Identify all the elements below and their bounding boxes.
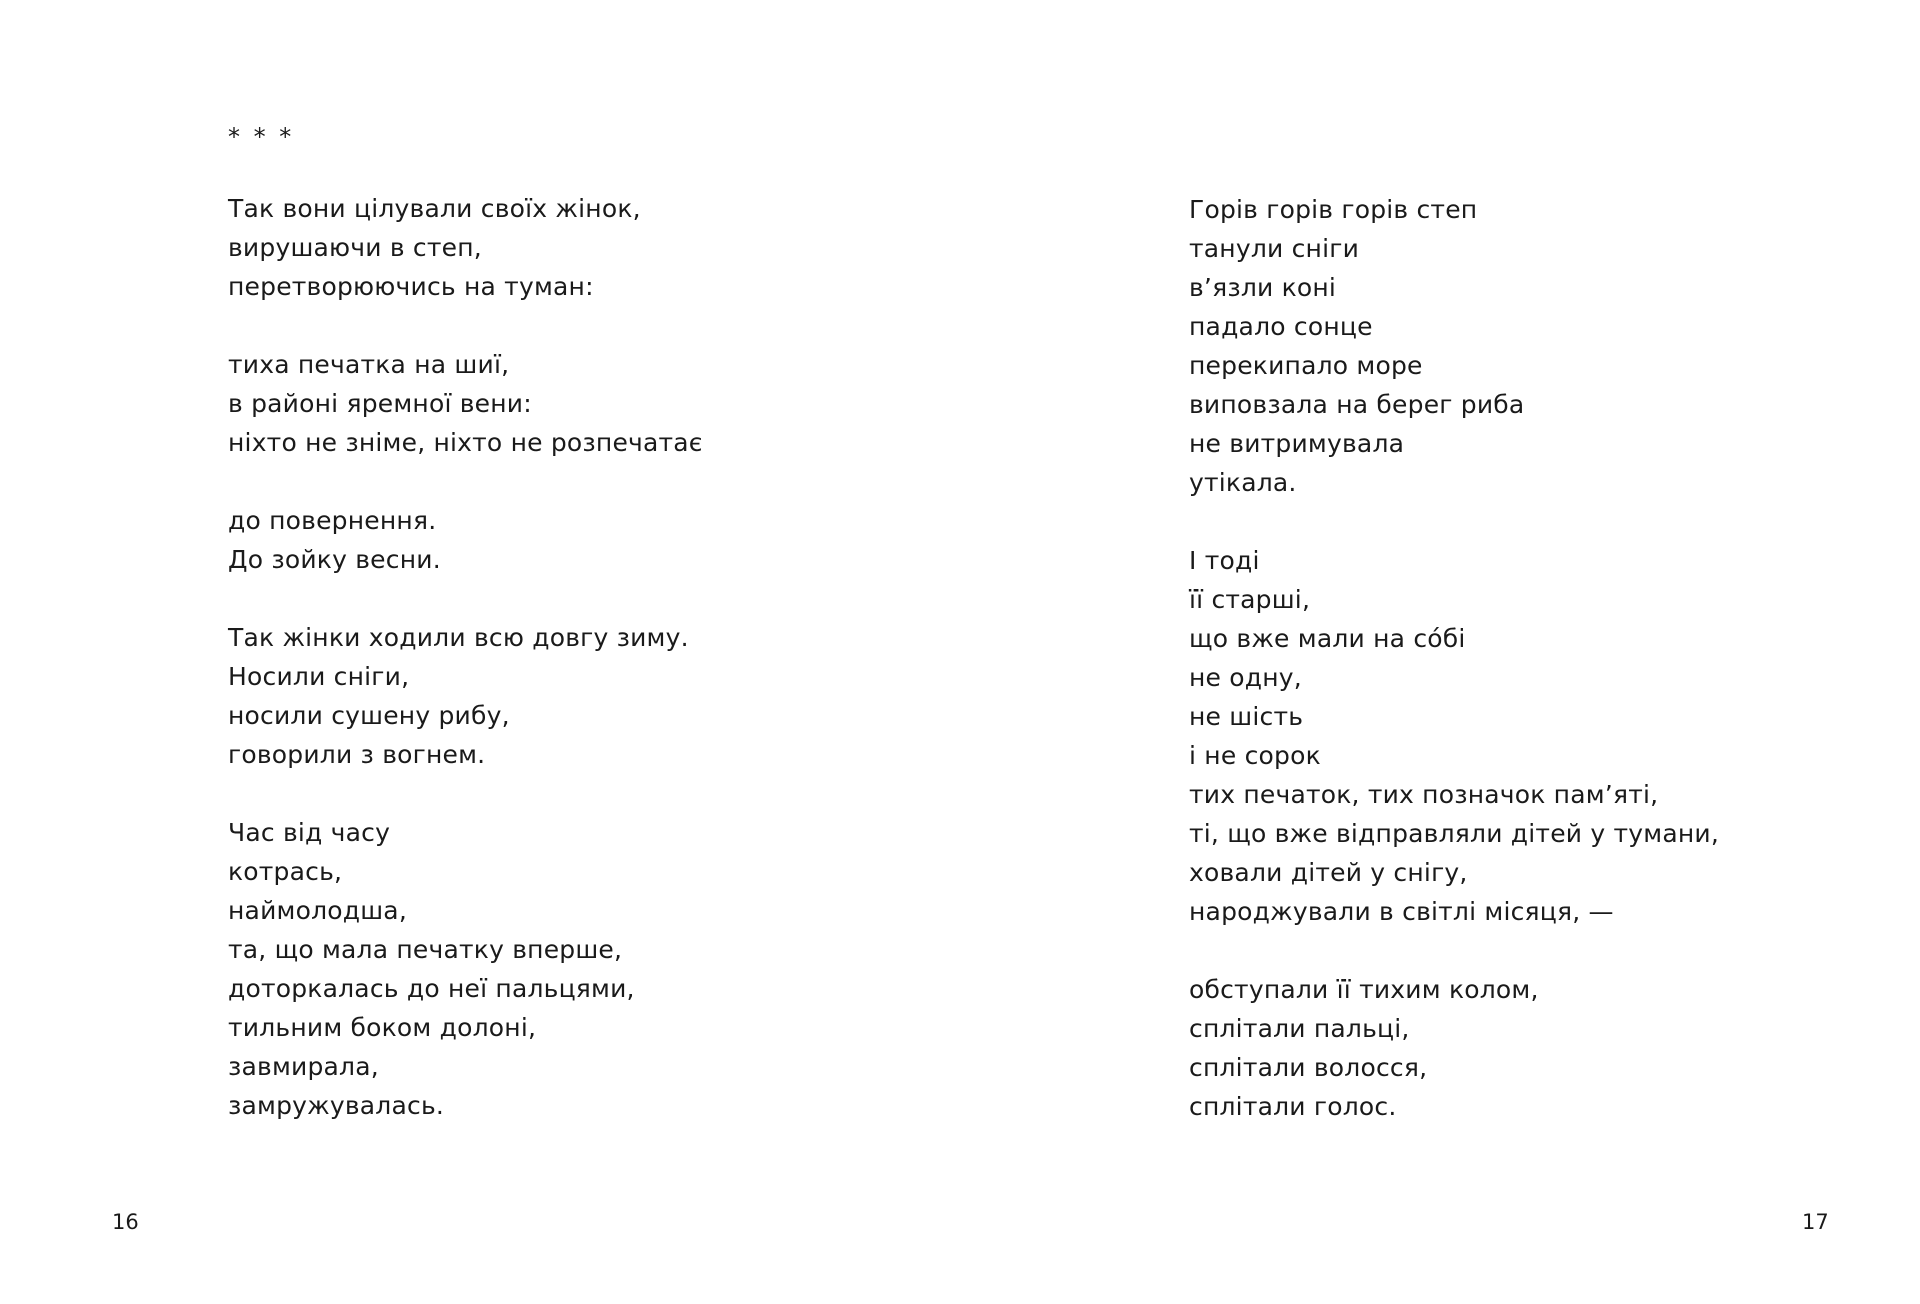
poem-line: сплітали голос. <box>1189 1092 1397 1121</box>
right-poem <box>1189 190 1719 1126</box>
poem-line: До зойку весни. <box>228 545 441 574</box>
poem-line: завмирала, <box>228 1052 379 1081</box>
stanza-break <box>1189 931 1719 970</box>
stanza-break <box>228 462 703 501</box>
poem-line: танули сніги <box>1189 234 1360 263</box>
poem-line: Час від часу <box>228 818 391 847</box>
stanza-break <box>228 774 703 813</box>
poem-line: обступали її тихим колом, <box>1189 975 1539 1004</box>
poem-line: не одну, <box>1189 663 1302 692</box>
poem-line: не витримувала <box>1189 429 1405 458</box>
poem-line: котрась, <box>228 857 343 886</box>
poem-line: утікала. <box>1189 468 1297 497</box>
poem-line: Так жінки ходили всю довгу зиму. <box>228 623 689 652</box>
poem-line: наймолодша, <box>228 896 407 925</box>
poem-line: виповзала на берег риба <box>1189 390 1525 419</box>
right-page <box>960 0 1920 1304</box>
poem-line: народжували в світлі місяця, — <box>1189 897 1614 926</box>
poem-line: що вже мали на со́бі <box>1189 624 1466 653</box>
poem-line: та, що мала печатку вперше, <box>228 935 623 964</box>
poem-line: падало сонце <box>1189 312 1373 341</box>
stanza-break <box>1189 502 1719 541</box>
poem-line: тиха печатка на шиї, <box>228 350 510 379</box>
poem-line: в’язли коні <box>1189 273 1337 302</box>
poem-line: перекипало море <box>1189 351 1423 380</box>
poem-line: і не сорок <box>1189 741 1321 770</box>
page-number-left: 16 <box>112 1210 139 1234</box>
poem-line: сплітали волосся, <box>1189 1053 1428 1082</box>
poem-line: в районі яремної вени: <box>228 389 532 418</box>
stanza-break <box>228 306 703 345</box>
poem-line: не шість <box>1189 702 1304 731</box>
poem-line: до повернення. <box>228 506 437 535</box>
poem-line: ніхто не зніме, ніхто не розпечатає <box>228 428 703 457</box>
section-separator: * * * <box>228 123 295 151</box>
poem-line: носили сушену рибу, <box>228 701 510 730</box>
page-number-right: 17 <box>1802 1210 1829 1234</box>
poem-line: перетворюючись на туман: <box>228 272 594 301</box>
poem-line: І тоді <box>1189 546 1260 575</box>
poem-line: вирушаючи в степ, <box>228 233 482 262</box>
poem-line: Носили сніги, <box>228 662 410 691</box>
poem-line: ховали дітей у снігу, <box>1189 858 1468 887</box>
poem-line: говорили з вогнем. <box>228 740 486 769</box>
poem-line: ті, що вже відправляли дітей у тумани, <box>1189 819 1719 848</box>
poem-line: сплітали пальці, <box>1189 1014 1410 1043</box>
poem-line: доторкалась до неї пальцями, <box>228 974 635 1003</box>
poem-line: тих печаток, тих позначок пам’яті, <box>1189 780 1659 809</box>
poem-line: тильним боком долоні, <box>228 1013 537 1042</box>
left-poem <box>228 122 703 1125</box>
stanza-break <box>228 579 703 618</box>
poem-line: Горів горів горів степ <box>1189 195 1478 224</box>
poem-line: замружувалась. <box>228 1091 445 1120</box>
poem-line: Так вони цілували своїх жінок, <box>228 194 641 223</box>
poem-line: її старші, <box>1189 585 1311 614</box>
